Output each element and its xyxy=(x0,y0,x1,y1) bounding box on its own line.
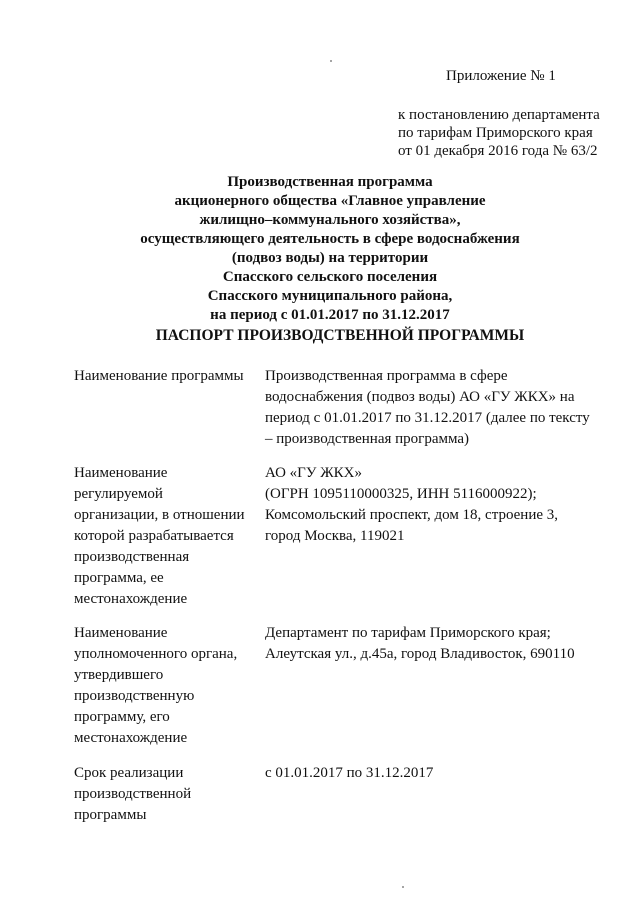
title-line: осуществляющего деятельность в сфере водоснабжения xyxy=(140,231,520,247)
label-line: которой разрабатывается xyxy=(74,528,234,544)
row-label xyxy=(74,763,256,826)
row-value xyxy=(265,763,605,784)
label-line: программа, ее xyxy=(74,570,164,586)
title-line: акционерного общества «Главное управление xyxy=(174,193,486,209)
label-line: Наименование xyxy=(74,465,168,481)
resolution-reference xyxy=(398,106,600,160)
title-line: на период с 01.01.2017 по 31.12.2017 xyxy=(210,307,450,323)
title-line: Спасского муниципального района, xyxy=(207,288,453,304)
label-line: регулируемой xyxy=(74,486,163,502)
value-line: – производственная программа) xyxy=(265,431,470,447)
value-line: период с 01.01.2017 по 31.12.2017 (далее по тексту xyxy=(265,410,590,426)
label-line: производственную xyxy=(74,688,195,704)
title-line: Производственная программа xyxy=(227,174,433,190)
scan-speck xyxy=(330,60,332,62)
label-line: организации, в отношении xyxy=(74,507,245,523)
value-line: АО «ГУ ЖКХ» xyxy=(265,465,362,481)
label-line: уполномоченного органа, xyxy=(74,646,238,662)
appendix-number: Приложение № 1 xyxy=(446,68,556,84)
title-line: (подвоз воды) на территории xyxy=(231,250,429,266)
label-line: производственная xyxy=(74,549,190,565)
value-line: Производственная программа в сфере xyxy=(265,368,508,384)
row-value xyxy=(265,463,605,547)
value-line: Алеутская ул., д.45а, город Владивосток, 690110 xyxy=(265,646,575,662)
label-line: Срок реализации xyxy=(74,765,184,781)
passport-heading: ПАСПОРТ ПРОИЗВОДСТВЕННОЙ ПРОГРАММЫ xyxy=(155,327,525,344)
label-line: Наименование xyxy=(74,625,168,641)
title-line: Спасского сельского поселения xyxy=(222,269,438,285)
label-line: программы xyxy=(74,807,147,823)
row-label xyxy=(74,463,256,610)
value-line: город Москва, 119021 xyxy=(265,528,405,544)
value-line: Департамент по тарифам Приморского края; xyxy=(265,625,551,641)
row-value xyxy=(265,623,605,665)
label-line: Наименование программы xyxy=(74,368,244,384)
row-label xyxy=(74,366,256,387)
label-line: местонахождение xyxy=(74,591,188,607)
value-line: Комсомольский проспект, дом 18, строение 3, xyxy=(265,507,559,523)
document-title xyxy=(130,173,530,325)
label-line: программу, его xyxy=(74,709,170,725)
label-line: утвердившего xyxy=(74,667,164,683)
scan-speck xyxy=(402,886,404,888)
label-line: местонахождение xyxy=(74,730,188,746)
title-line: жилищно–коммунального хозяйства», xyxy=(199,212,461,228)
label-line: производственной xyxy=(74,786,192,802)
value-line: с 01.01.2017 по 31.12.2017 xyxy=(265,765,434,781)
resolution-line: к постановлению департамента xyxy=(398,107,600,123)
row-value xyxy=(265,366,605,450)
value-line: (ОГРН 1095110000325, ИНН 5116000922); xyxy=(265,486,537,502)
resolution-line: по тарифам Приморского края xyxy=(398,125,593,141)
row-label xyxy=(74,623,256,749)
resolution-line: от 01 декабря 2016 года № 63/2 xyxy=(398,143,598,159)
value-line: водоснабжения (подвоз воды) АО «ГУ ЖКХ» на xyxy=(265,389,575,405)
